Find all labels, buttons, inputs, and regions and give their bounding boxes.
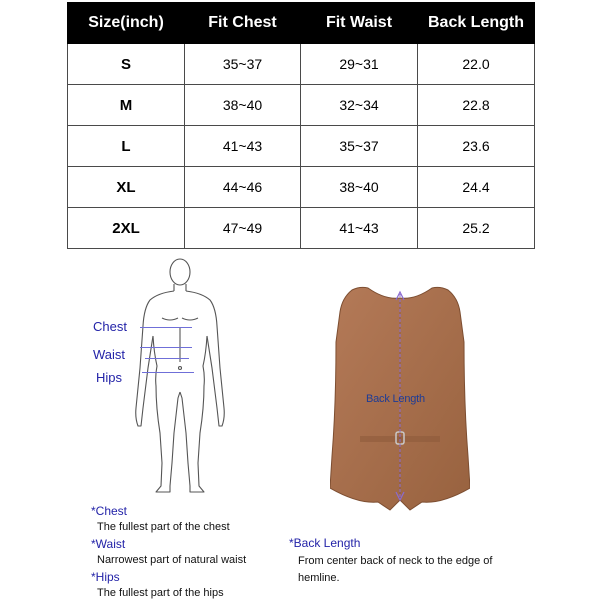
back-length-cell: 22.8	[418, 85, 535, 126]
table-row	[68, 167, 535, 208]
back-length-cell: 22.0	[418, 44, 535, 85]
waist-cell: 35~37	[301, 126, 418, 167]
size-chart-table	[67, 2, 535, 249]
size-cell: XL	[68, 167, 185, 208]
chest-cell: 35~37	[185, 44, 301, 85]
waist-measure-line	[145, 358, 189, 359]
chest-cell: 41~43	[185, 126, 301, 167]
size-cell: S	[68, 44, 185, 85]
size-cell: L	[68, 126, 185, 167]
note-hips-def: The fullest part of the hips	[97, 587, 224, 599]
chest-cell: 47~49	[185, 208, 301, 249]
back-length-cell: 23.6	[418, 126, 535, 167]
note-back-length-def: From center back of neck to the edge of hemline.	[298, 555, 493, 584]
chest-cell: 38~40	[185, 85, 301, 126]
table-row	[68, 85, 535, 126]
table-row	[68, 44, 535, 85]
waist-cell: 41~43	[301, 208, 418, 249]
header-fit-waist: Fit Waist	[301, 3, 418, 44]
waist-cell: 38~40	[301, 167, 418, 208]
size-cell: 2XL	[68, 208, 185, 249]
back-length-label: Back Length	[366, 393, 425, 405]
hips-label: Hips	[96, 370, 123, 385]
table-row	[68, 208, 535, 249]
note-chest-def: The fullest part of the chest	[97, 521, 230, 533]
header-back-length: Back Length	[418, 3, 535, 44]
chest-cell: 44~46	[185, 167, 301, 208]
size-cell: M	[68, 85, 185, 126]
note-chest-term: *Chest	[91, 504, 128, 518]
note-waist-def: Narrowest part of natural waist	[97, 554, 247, 566]
chest-measure-line	[140, 347, 192, 348]
waist-cell: 32~34	[301, 85, 418, 126]
size-chart-header-row	[68, 3, 535, 44]
header-size: Size(inch)	[68, 3, 185, 44]
chest-label: Chest	[93, 319, 127, 334]
waist-label: Waist	[93, 347, 126, 362]
table-row	[68, 126, 535, 167]
header-fit-chest: Fit Chest	[185, 3, 301, 44]
back-length-cell: 25.2	[418, 208, 535, 249]
note-waist-term: *Waist	[91, 537, 126, 551]
note-back-length-term: *Back Length	[289, 536, 361, 550]
chest-measure-line	[140, 327, 192, 328]
hips-measure-line	[142, 372, 194, 373]
back-length-cell: 24.4	[418, 167, 535, 208]
waist-cell: 29~31	[301, 44, 418, 85]
body-outline-figure	[110, 258, 250, 498]
note-hips-term: *Hips	[91, 570, 120, 584]
